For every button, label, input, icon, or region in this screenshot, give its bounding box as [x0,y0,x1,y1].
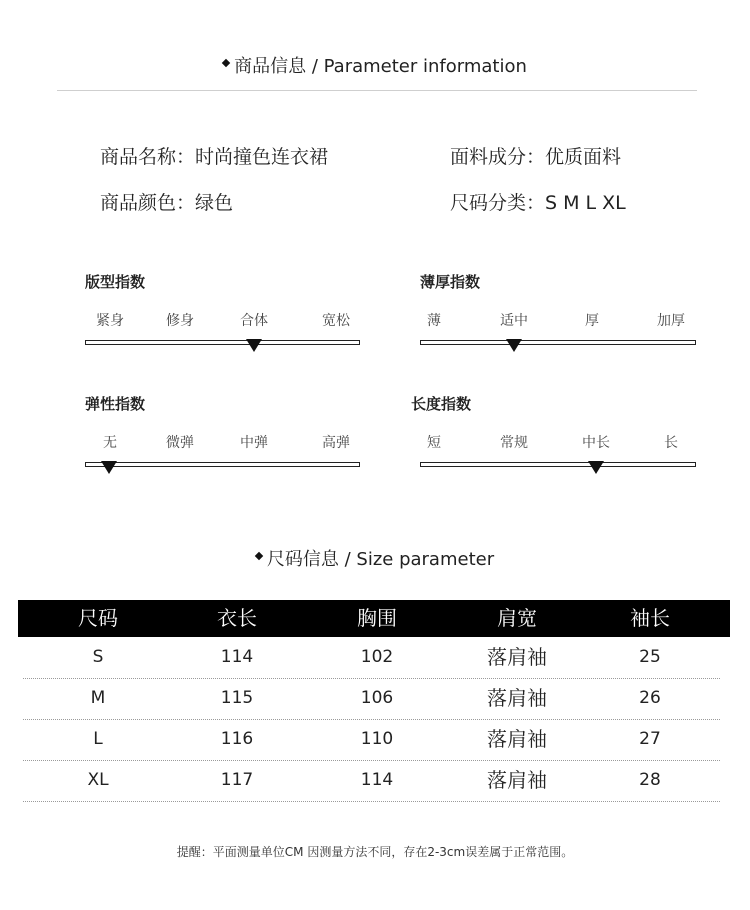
table-row [23,637,720,679]
cell-length: 114 [220,647,254,667]
fit-index-scale [85,340,360,345]
length-index-scale [420,462,696,467]
product-color: 商品颜色：绿色 [100,192,234,214]
length-index-marker-icon [588,461,604,474]
length-index-tick: 长 [664,435,678,451]
cell-shoulder: 落肩袖 [487,645,547,669]
measurement-footnote: 提醒：平面测量单位CM 因测量方法不同，存在2-3cm误差属于正常范围。 [176,845,574,859]
header-bust: 胸围 [357,606,397,630]
diamond-bullet-icon [222,59,230,67]
parameter-section-title: 商品信息 / Parameter information [0,52,750,78]
header-shoulder: 肩宽 [497,606,537,630]
header-size: 尺码 [78,606,118,630]
product-sizes: 尺码分类：S M L XL [450,192,626,214]
cell-length: 115 [220,688,254,708]
elasticity-index-tick: 无 [103,435,117,451]
cell-length: 117 [220,770,254,790]
cell-shoulder: 落肩袖 [487,686,547,710]
cell-shoulder: 落肩袖 [487,768,547,792]
fit-index-tick: 修身 [166,313,194,329]
cell-bust: 102 [360,647,394,667]
elasticity-index-title: 弹性指数 [85,395,146,413]
cell-sleeve: 28 [639,770,661,790]
table-row [23,719,720,761]
length-index-title: 长度指数 [411,395,472,413]
thickness-index-tick: 厚 [585,313,599,329]
fit-index-tick: 紧身 [96,313,124,329]
cell-bust: 114 [360,770,394,790]
elasticity-index-scale [85,462,360,467]
thickness-index-marker-icon [506,339,522,352]
header-length: 衣长 [217,606,257,630]
fit-index-marker-icon [246,339,262,352]
elasticity-index-tick: 微弹 [166,435,194,451]
fit-index-title: 版型指数 [85,273,146,291]
cell-sleeve: 25 [639,647,661,667]
cell-sleeve: 27 [639,729,661,749]
table-row [23,760,720,802]
cell-size: L [93,729,103,749]
cell-size: S [92,647,104,667]
cell-bust: 106 [360,688,394,708]
header-sleeve: 袖长 [630,606,670,630]
length-index-tick: 中长 [582,435,610,451]
product-fabric: 面料成分：优质面料 [450,146,622,168]
elasticity-index-tick: 中弹 [240,435,268,451]
product-name: 商品名称：时尚撞色连衣裙 [100,146,329,168]
elasticity-index-marker-icon [101,461,117,474]
table-row [23,678,720,720]
cell-size: XL [87,770,109,790]
cell-sleeve: 26 [639,688,661,708]
fit-index-tick: 宽松 [322,313,350,329]
cell-length: 116 [220,729,254,749]
thickness-index-tick: 薄 [427,313,441,329]
thickness-index-tick: 加厚 [657,313,685,329]
section-divider [57,90,697,91]
thickness-index-tick: 适中 [500,313,528,329]
elasticity-index-tick: 高弹 [322,435,350,451]
length-index-tick: 常规 [500,435,528,451]
size-table-header [18,600,730,637]
diamond-bullet-icon [255,552,263,560]
size-section-title: 尺码信息 / Size parameter [0,545,750,571]
length-index-tick: 短 [427,435,441,451]
cell-shoulder: 落肩袖 [487,727,547,751]
cell-size: M [90,688,106,708]
thickness-index-scale [420,340,696,345]
thickness-index-title: 薄厚指数 [420,273,481,291]
fit-index-tick: 合体 [240,313,268,329]
cell-bust: 110 [360,729,394,749]
